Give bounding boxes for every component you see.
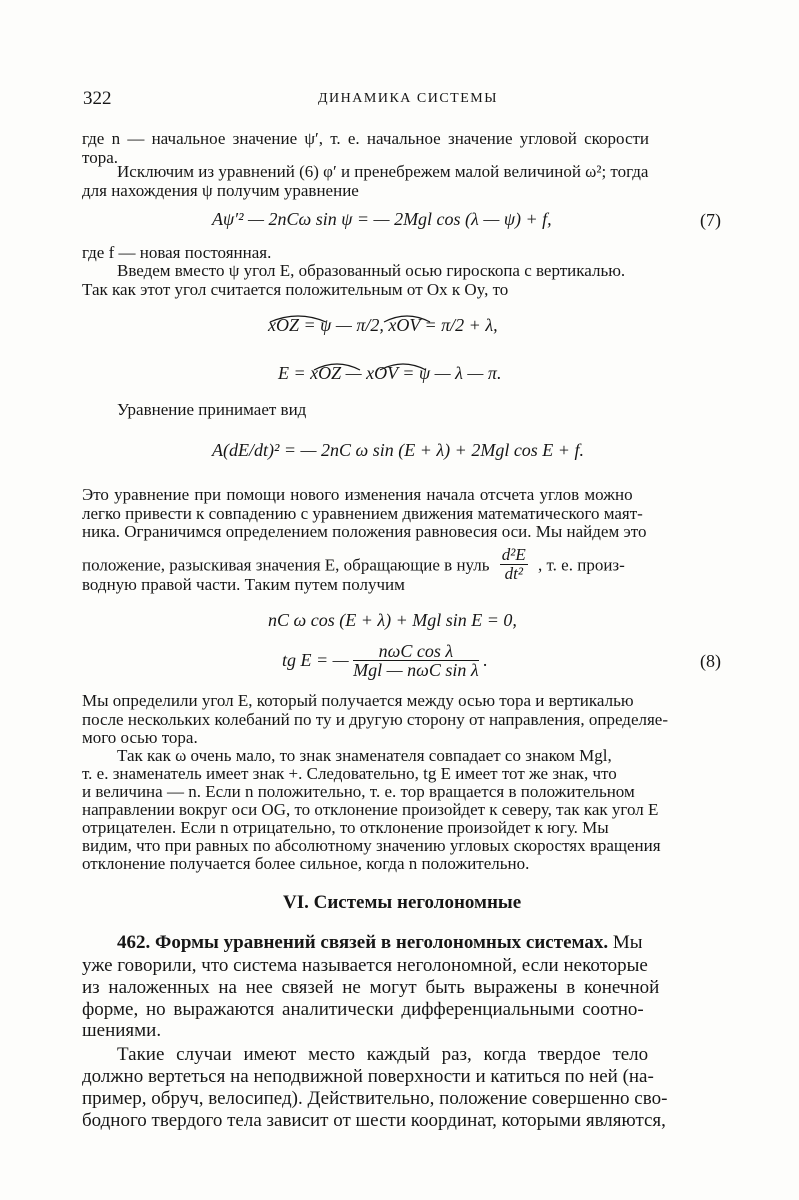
equation-lhs: tg E = — (282, 650, 349, 670)
text-line: видим, что при равных по абсолютному значению угловых скоростях вращения (82, 836, 661, 855)
fraction-tgE (353, 642, 479, 679)
text-line: Так как ω очень мало, то знак знаменателя совпадает со знаком Mgl, (117, 746, 612, 765)
text-line: где f — новая постоянная. (82, 243, 272, 262)
text-line: Исключим из уравнений (6) φ′ и пренебрежем малой величиной ω²; тогда (117, 162, 649, 181)
text-line: ника. Ограничимся определением положения равновесия оси. Мы найдем это (82, 522, 647, 541)
text-line: Введем вместо ψ угол E, образованный осью гироскопа с вертикалью. (117, 261, 626, 280)
text-line: из наложенных на нее связей не могут быть выражены в конечной (82, 977, 660, 998)
text-line: отрицателен. Если n отрицательно, то отклонение произойдет к югу. Мы (82, 818, 609, 837)
text-line: пример, обруч, велосипед). Действительно, положение совершенно сво- (82, 1088, 668, 1109)
subsection-heading: 462. Формы уравнений связей в неголономных системах. (117, 932, 609, 953)
equation-7: Aψ′² — 2nCω sin ψ = — 2Mgl cos (λ — ψ) + f, (212, 209, 552, 229)
equation-number-7: (7) (700, 210, 721, 230)
text-fragment: , т. е. произ- (538, 555, 625, 575)
equation-angles-1: xOZ = ψ — π/2, xOV = π/2 + λ, (268, 315, 498, 336)
section-title: VI. Системы неголономные (283, 892, 522, 913)
equation-8-line2: tg E = — $\frac{\text{nωC cos λ}}{\text{Mgl — nωC sin λ}}$ . (282, 641, 488, 680)
text-line: и величина — n. Если n положительно, т. е. тор вращается в положительном (82, 782, 635, 801)
text-line: Такие случаи имеют место каждый раз, когда твердое тело (117, 1044, 649, 1065)
text-line: Мы определили угол E, который получается между осью тора и вертикалью (82, 691, 634, 710)
text-fragment: положение, разыскивая значения E, обращающие в нуль (82, 555, 490, 575)
text-line: Это уравнение при помощи нового изменения начала отсчета углов можно (82, 485, 633, 504)
equation-8-line1: nC ω cos (E + λ) + Mgl sin E = 0, (268, 610, 517, 630)
text-line: шениями. (82, 1020, 162, 1041)
text-line: для нахождения ψ получим уравнение (82, 181, 359, 200)
text-line: направлении вокруг оси OG, то отклонение произойдет к северу, так как угол E (82, 800, 659, 819)
running-title: ДИНАМИКА СИСТЕМЫ (318, 91, 498, 106)
text-line: тора. (82, 148, 119, 167)
text-fragment: Мы (612, 932, 643, 953)
angle-hat-icon (382, 307, 432, 328)
text-line: Уравнение принимает вид (117, 400, 307, 419)
fraction-d2E-dt2 (500, 546, 528, 583)
text-line: отклонение получается более сильное, когда n положительно. (82, 854, 530, 873)
fraction-numerator: d²E (501, 545, 526, 564)
equation-number-8: (8) (700, 651, 721, 671)
fraction-denominator: Mgl — nωC sin λ (353, 660, 479, 680)
text-line: должно вертеться на неподвижной поверхности и катиться по ней (на- (82, 1066, 654, 1087)
text-line: после нескольких колебаний по ту и другую сторону от направления, определяе- (82, 710, 668, 729)
text-line: форме, но выражаются аналитически дифференциальными соотно- (82, 999, 644, 1020)
text-line: уже говорили, что система называется неголономной, если некоторые (82, 955, 648, 976)
text-line: водную правой части. Таким путем получим (82, 575, 405, 594)
text-line: легко привести к совпадению с уравнением движения математического маят- (82, 504, 643, 523)
page-number: 322 (83, 88, 112, 109)
angle-hat-icon (378, 355, 428, 376)
text-line: т. е. знаменатель имеет знак +. Следовательно, tg E имеет тот же знак, что (82, 764, 617, 783)
angle-hat-icon (268, 307, 328, 328)
equation-main: A(dE/dt)² = — 2nC ω sin (E + λ) + 2Mgl cos E + f. (212, 440, 584, 460)
text-line: Так как этот угол считается положительным от Ox к Oy, то (82, 280, 509, 299)
fraction-denominator: dt² (504, 564, 523, 583)
text-line: бодного твердого тела зависит от шести координат, которыми являются, (82, 1110, 666, 1131)
equation-angles-2: E = xOZ — xOV = ψ — λ — π. (278, 363, 501, 384)
text-line (117, 932, 643, 954)
angle-hat-icon (312, 355, 362, 376)
text-line: мого осью тора. (82, 728, 198, 747)
text-line: где n — начальное значение ψ′, т. е. начальное значение угловой скорости (82, 129, 650, 148)
fraction-numerator: nωC cos λ (353, 642, 479, 661)
